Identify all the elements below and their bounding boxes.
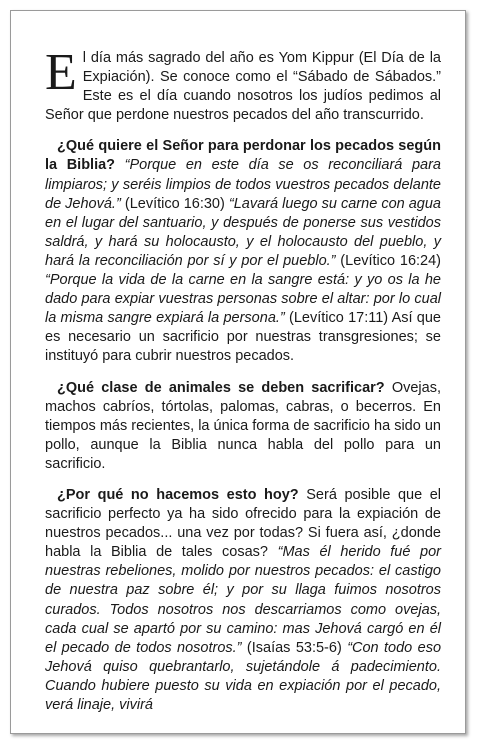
ref-leviticus-16-24: (Levítico 16:24) xyxy=(340,252,441,269)
quote-leviticus-17-11: “Porque la vida de la carne en la sangre está: y yo os la he dado para expiar vuestras personas sobre el altar: por lo cual la misma sangre expiará la persona.” xyxy=(45,272,441,327)
section-animals-text: Ovejas, machos cabríos, tórtolas, palomas, cabras, o becerros. En tiempos más recientes, la única forma de sacrificio ha sido un pollo, aunque la Biblia nunca habla del pollo para un sacrificio. xyxy=(45,379,441,472)
section-today-text: Será posible que el sacrificio perfecto ya ha sido ofrecido para la expiación de nuestros pecados... una vez por todas? Si fuera así, ¿donde habla la Biblia de tales cosas? xyxy=(45,486,442,561)
page-content xyxy=(45,44,442,727)
ref-leviticus-16-30: (Levítico 16:30) xyxy=(124,195,225,212)
section-today xyxy=(45,486,441,715)
section-forgiveness xyxy=(45,137,441,366)
intro-paragraph xyxy=(45,44,441,125)
ref-isaiah-53-5-6: (Isaías 53:5-6) xyxy=(246,639,342,656)
tract-page xyxy=(10,10,466,734)
quote-leviticus-16-30: “Porque en este día se os reconciliará para limpiaros; y seréis limpios de todos vuestros pecados delante de Jehová.” xyxy=(45,157,441,212)
drop-cap: E xyxy=(45,44,77,101)
question-today: ¿Por qué no hacemos esto hoy? xyxy=(57,486,299,503)
intro-text: l día más sagrado del año es Yom Kippur (El Día de la Expiación). Se conoce como el “Sábado de Sábados.” Este es el día cuando nosotros los judíos pedimos al Señor que perdone nuestros pecados del año transcurrido. xyxy=(45,50,441,124)
ref-leviticus-17-11: (Levítico 17:11) xyxy=(289,310,389,327)
section-forgiveness-closing: Así que es necesario un sacrificio por nuestras transgresiones; se instituyó para cubrir nuestros pecados. xyxy=(45,310,442,365)
quote-isaiah-53-5-6: “Mas él herido fué por nuestras rebeliones, molido por nuestros pecados: el castigo de nuestra paz sobre él; y por su llaga fuimos nosotros curados. Todos nosotros nos descarriamos como ovejas, cada cual se apartó por su camino: mas Jehová cargó en él el pecado de todos nosotros.” xyxy=(45,544,442,656)
quote-leviticus-16-24: “Lavará luego su carne con agua en el lugar del santuario, y después de ponerse sus vestidos saldrá, y hará su holocausto, y el holocausto del pueblo, y hará la reconciliación por sí y por el pueblo.” xyxy=(45,195,442,269)
question-forgiveness: ¿Qué quiere el Señor para perdonar los pecados según la Biblia? xyxy=(45,138,441,174)
section-animals xyxy=(45,379,441,474)
quote-isaiah-continued: “Con todo eso Jehová quiso quebrantarlo, sujetándole á padecimiento. Cuando hubiere puesto su vida en expiación por el pecado, verá linaje, vivirá xyxy=(45,639,442,713)
question-animals: ¿Qué clase de animales se deben sacrificar? xyxy=(57,379,385,396)
